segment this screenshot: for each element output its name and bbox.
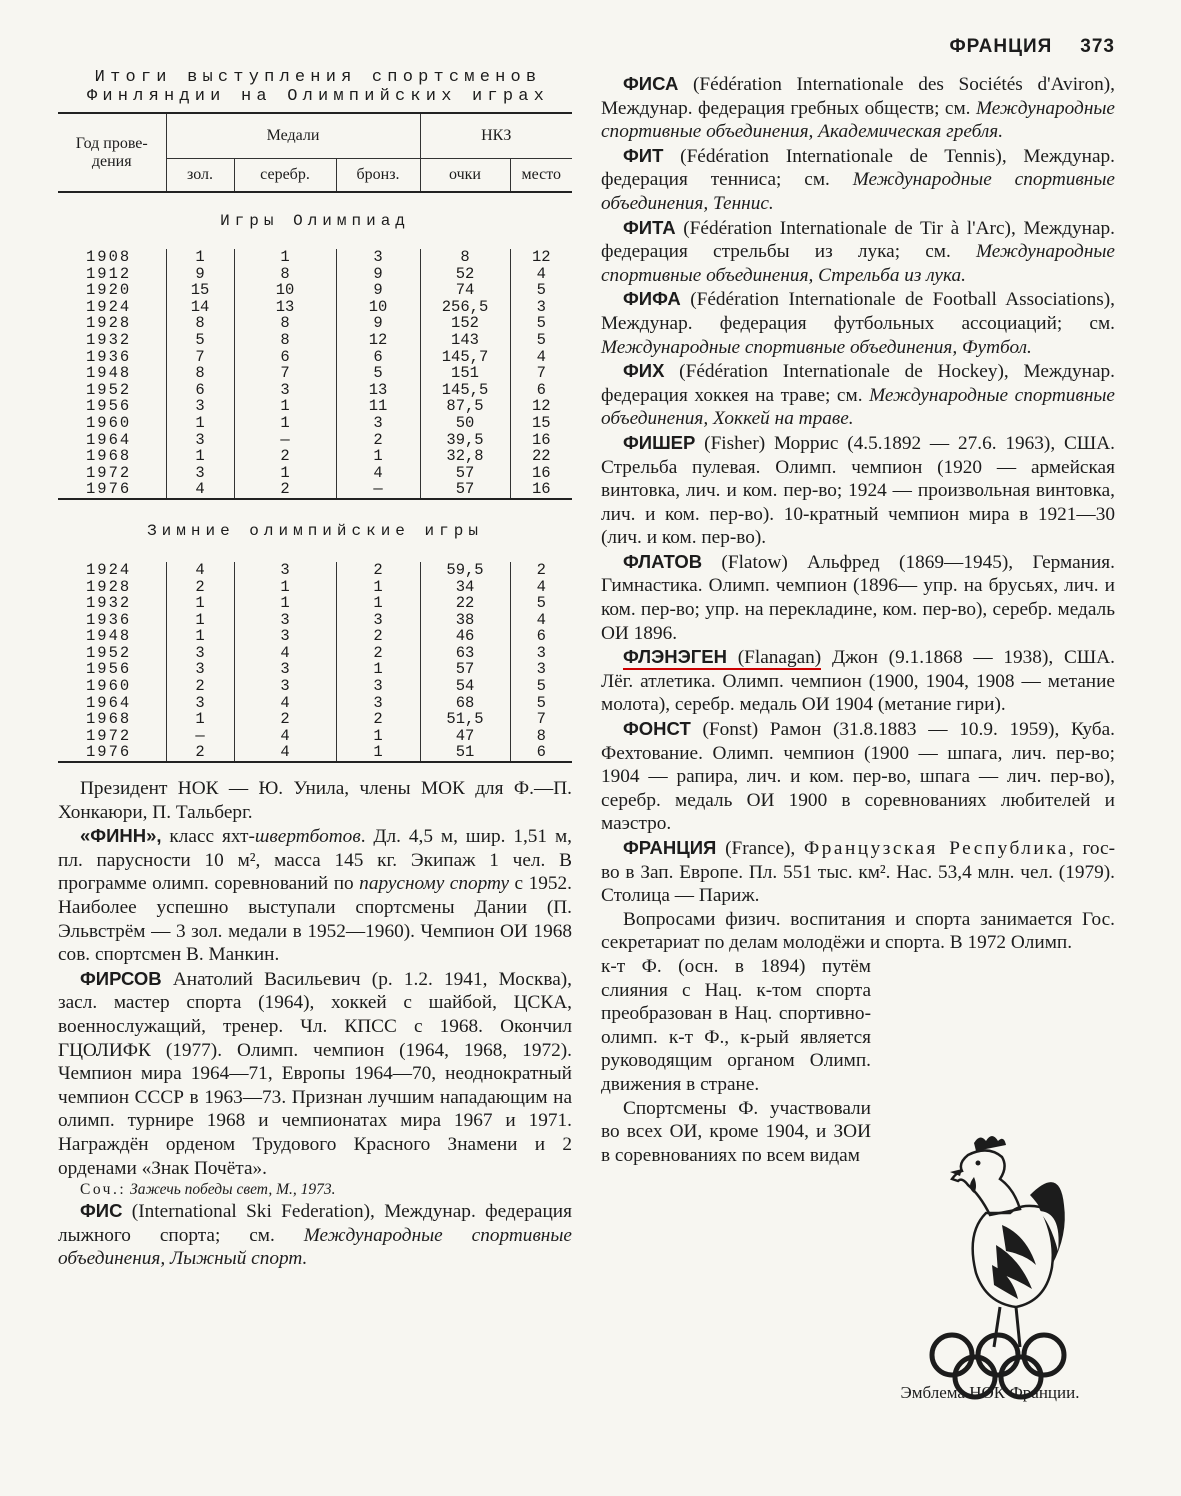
cell-silver: 4 (234, 744, 336, 762)
cell-points: 63 (420, 645, 510, 662)
sub-place: место (510, 159, 572, 193)
cell-year: 1948 (86, 364, 132, 383)
cell-year: 1964 (86, 693, 132, 712)
cell-bronze: 3 (336, 415, 420, 432)
cell-points: 22 (420, 595, 510, 612)
cell-silver: 3 (234, 661, 336, 678)
table-row (58, 695, 572, 712)
table-row (58, 579, 572, 596)
cell-points: 8 (420, 249, 510, 266)
cell-silver: 3 (234, 382, 336, 399)
cell-bronze: 1 (336, 744, 420, 762)
cell-points: 143 (420, 332, 510, 349)
cell-gold: 1 (166, 249, 234, 266)
cell-silver: — (234, 432, 336, 449)
cell-year: 1956 (86, 397, 132, 416)
cell-gold: 6 (166, 382, 234, 399)
cell-silver: 8 (234, 266, 336, 283)
cell-silver: 4 (234, 695, 336, 712)
entry-finn: «ФИНН», класс яхт-швертботов. Дл. 4,5 м, шир. 1,51 м, пл. парусности 10 м², масса 145 кг. Экипаж 1 чел. В программе олимп. соревнований по парусному спорту с 1952. Наиболее успешно выступали спортсмены Дании (П. Эльвстрём — 3 зол. медали в 1952—1960). Чемпион ОИ 1968 сов. спортсмен В. Манкин. (58, 825, 572, 966)
cell-silver: 10 (234, 282, 336, 299)
cell-place: 7 (510, 711, 572, 728)
cell-place: 3 (510, 661, 572, 678)
cell-bronze: 3 (336, 612, 420, 629)
cell-silver: 7 (234, 365, 336, 382)
table-caption-line2: Финляндии на Олимпийских играх (86, 87, 550, 106)
cell-points: 38 (420, 612, 510, 629)
cell-points: 87,5 (420, 398, 510, 415)
cell-year: 1932 (86, 330, 132, 349)
table-row (58, 448, 572, 465)
cell-place: 16 (510, 481, 572, 499)
table-row (58, 728, 572, 745)
cell-gold: 3 (166, 465, 234, 482)
cell-gold: 1 (166, 448, 234, 465)
cell-points: 59,5 (420, 562, 510, 579)
table-row (58, 678, 572, 695)
running-header (949, 36, 1115, 58)
cell-gold: 1 (166, 415, 234, 432)
cell-year: 1948 (86, 627, 132, 646)
cell-silver: 13 (234, 299, 336, 316)
cell-gold: 7 (166, 349, 234, 366)
sub-points: очки (420, 159, 510, 193)
entry-fonst: ФОНСТ (Fonst) Рамон (31.8.1883 — 10.9. 1959), Куба. Фехтование. Олимп. чемпион (1900 — шпага, лич. пер-во; 1904 — рапира, лич. и ком. пер-во, шпага — лич. пер-во), серебр. медаль ОИ 1900 в соревнованиях любителей и маэстро. (601, 718, 1115, 835)
cell-silver: 3 (234, 562, 336, 579)
cell-points: 151 (420, 365, 510, 382)
cell-place: 5 (510, 695, 572, 712)
entry-flanagan: ФЛЭНЭГЕН (Flanagan) Джон (9.1.1868 — 1938), США. Лёг. атлетика. Олимп. чемпион (1900, 1904, 1908 — метание молота), серебр. медаль ОИ 1904 (метание гири). (601, 646, 1115, 716)
cell-bronze: 2 (336, 628, 420, 645)
cell-bronze: 2 (336, 711, 420, 728)
cell-gold: 4 (166, 481, 234, 499)
cell-bronze: 2 (336, 432, 420, 449)
cell-place: 5 (510, 595, 572, 612)
cell-year: 1920 (86, 281, 132, 300)
cell-gold: 3 (166, 695, 234, 712)
cell-gold: 14 (166, 299, 234, 316)
cell-gold: 3 (166, 398, 234, 415)
winter-section-title: Зимние олимпийские игры (147, 521, 483, 540)
table-row (58, 415, 572, 432)
cell-year: 1972 (86, 726, 132, 745)
table-row (58, 612, 572, 629)
cell-year: 1968 (86, 710, 132, 729)
cell-place: 6 (510, 382, 572, 399)
summer-section-title: Игры Олимпиад (220, 211, 410, 230)
cell-points: 145,5 (420, 382, 510, 399)
entry-flatov: ФЛАТОВ (Flatow) Альфред (1869—1945), Германия. Гимнастика. Олимп. чемпион (1896— упр. на брусьях, лич. и ком. пер-во; упр. на перекладине, ком. пер-во), серебр. медаль ОИ 1896. (601, 550, 1115, 644)
cell-year: 1908 (86, 248, 132, 266)
cell-bronze: 9 (336, 266, 420, 283)
cell-year: 1972 (86, 463, 132, 482)
cell-year: 1936 (86, 347, 132, 366)
cell-place: 4 (510, 579, 572, 596)
cell-bronze: 1 (336, 595, 420, 612)
right-column (601, 72, 1115, 1167)
cell-gold: 1 (166, 595, 234, 612)
nok-france-emblem-image (912, 1125, 1072, 1405)
cell-points: 57 (420, 481, 510, 499)
cell-points: 57 (420, 661, 510, 678)
cell-gold: 3 (166, 432, 234, 449)
cell-place: 3 (510, 299, 572, 316)
cell-place: 12 (510, 249, 572, 266)
cell-place: 5 (510, 315, 572, 332)
cell-silver: 3 (234, 678, 336, 695)
cell-points: 256,5 (420, 299, 510, 316)
cell-bronze: 1 (336, 448, 420, 465)
cell-place: 4 (510, 612, 572, 629)
cell-gold: 2 (166, 579, 234, 596)
entry-fifa: ФИФА (Fédération Internationale de Football Associations), Междунар. федерация футбольных ассоциаций; см. Международные спортивные объединения, Футбол. (601, 288, 1115, 358)
cell-place: 5 (510, 332, 572, 349)
cell-place: 22 (510, 448, 572, 465)
table-row (58, 299, 572, 316)
entry-fis: ФИС (International Ski Federation), Междунар. федерация лыжного спорта; см. Международные спортивные объединения, Лыжный спорт. (58, 1200, 572, 1270)
cell-points: 152 (420, 315, 510, 332)
summer-rows (58, 249, 572, 499)
table-row (58, 249, 572, 266)
entry-fita: ФИТА (Fédération Internationale de Tir à l'Arc), Междунар. федерация стрельбы из лука; см. Международные спортивные объединения, Стрельба из лука. (601, 216, 1115, 286)
france-paragraph-3: к-т Ф. (осн. в 1894) путём слияния с Нац. к-том спорта преобразован в Нац. спортивно-олимп. к-т Ф., к-рый является руководящим органом Олимп. движения в стране. (601, 955, 871, 1095)
cell-bronze: 3 (336, 695, 420, 712)
entry-firsov: ФИРСОВ Анатолий Васильевич (р. 1.2. 1941, Москва), засл. мастер спорта (1964), хоккей с шайбой, ЦСКА, военнослужащий, тренер. Чл. КПСС с 1968. Окончил ГЦОЛИФК (1977). Олимп. чемпион (1964, 1968, 1972). Чемпион мира 1964—71, Европы 1964—70, неоднократный чемпион СССР в 1963—73. Признан лучшим нападающим на олимп. турнире 1968 и чемпионатах мира 1967 и 1971. Награждён орденом Трудового Красного Знамени и 2 орденами «Знак Почёта». (58, 967, 572, 1179)
cell-year: 1964 (86, 430, 132, 449)
table-row (58, 595, 572, 612)
table-row (58, 398, 572, 415)
table-row (58, 711, 572, 728)
cell-gold: 4 (166, 562, 234, 579)
left-text (58, 777, 572, 1271)
table-row (58, 382, 572, 399)
cell-place: 6 (510, 744, 572, 762)
cell-points: 47 (420, 728, 510, 745)
cell-gold: 15 (166, 282, 234, 299)
sub-silver: серебр. (234, 159, 336, 193)
cell-silver: 2 (234, 711, 336, 728)
cell-place: 16 (510, 432, 572, 449)
cell-bronze: 13 (336, 382, 420, 399)
entry-fit: ФИТ (Fédération Internationale de Tennis), Междунар. федерация тенниса; см. Международные спортивные объединения, Теннис. (601, 144, 1115, 214)
cell-silver: 8 (234, 332, 336, 349)
firsov-works: Соч.: Зажечь победы свет, М., 1973. (80, 1181, 336, 1199)
cell-points: 52 (420, 266, 510, 283)
cell-bronze: 12 (336, 332, 420, 349)
cell-bronze: 10 (336, 299, 420, 316)
cell-gold: 2 (166, 678, 234, 695)
table-row (58, 661, 572, 678)
cell-points: 51 (420, 744, 510, 762)
table-row (58, 349, 572, 366)
cell-silver: 1 (234, 249, 336, 266)
cell-place: 5 (510, 282, 572, 299)
cell-gold: 3 (166, 661, 234, 678)
cell-gold: 3 (166, 645, 234, 662)
cell-bronze: 2 (336, 562, 420, 579)
cell-bronze: 9 (336, 315, 420, 332)
cell-year: 1968 (86, 447, 132, 466)
table-row (58, 266, 572, 283)
table-row (58, 432, 572, 449)
cell-gold: 1 (166, 628, 234, 645)
cell-gold: 9 (166, 266, 234, 283)
cell-gold: 5 (166, 332, 234, 349)
cell-year: 1924 (86, 297, 132, 316)
cell-gold: 2 (166, 744, 234, 762)
rooster-comb-icon (974, 1136, 1006, 1151)
france-paragraph-2: Вопросами физич. воспитания и спорта занимается Гос. секретариат по делам молодёжи и спорта. В 1972 Олимп. (601, 908, 1115, 954)
left-column (58, 68, 572, 1271)
cell-place: 12 (510, 398, 572, 415)
cell-bronze: 11 (336, 398, 420, 415)
cell-silver: 1 (234, 595, 336, 612)
cell-place: 5 (510, 678, 572, 695)
cell-points: 57 (420, 465, 510, 482)
table-row (58, 282, 572, 299)
entry-fisher: ФИШЕР (Fisher) Моррис (4.5.1892 — 27.6. 1963), США. Стрельба пулевая. Олимп. чемпион (1920 — армейская винтовка, лич. и ком. пер-во; 1924 — произвольная винтовка, лич. и ком. пер-во). 10-кратный чемпион мира в 1921—30 (лич. и ком. пер-во). (601, 431, 1115, 549)
cell-year: 1956 (86, 660, 132, 679)
cell-points: 54 (420, 678, 510, 695)
cell-bronze: 5 (336, 365, 420, 382)
cell-points: 68 (420, 695, 510, 712)
cell-gold: 8 (166, 315, 234, 332)
cell-gold: — (166, 728, 234, 745)
col-year-header: Год прове-дения (58, 113, 166, 192)
cell-points: 34 (420, 579, 510, 596)
cell-year: 1924 (86, 560, 132, 579)
cell-place: 15 (510, 415, 572, 432)
cell-year: 1952 (86, 643, 132, 662)
table-row (58, 744, 572, 762)
cell-place: 3 (510, 645, 572, 662)
cell-silver: 3 (234, 628, 336, 645)
cell-gold: 1 (166, 612, 234, 629)
cell-silver: 1 (234, 465, 336, 482)
table-row (58, 365, 572, 382)
cell-year: 1976 (58, 481, 166, 499)
cell-silver: 1 (234, 398, 336, 415)
cell-points: 74 (420, 282, 510, 299)
cell-bronze: 4 (336, 465, 420, 482)
cell-points: 51,5 (420, 711, 510, 728)
cell-gold: 1 (166, 711, 234, 728)
cell-points: 32,8 (420, 448, 510, 465)
cell-bronze: 9 (336, 282, 420, 299)
table-row (58, 481, 572, 499)
cell-bronze: — (336, 481, 420, 499)
table-row (58, 465, 572, 482)
cell-place: 2 (510, 562, 572, 579)
cell-points: 39,5 (420, 432, 510, 449)
cell-year: 1928 (86, 314, 132, 333)
table-row (58, 645, 572, 662)
cell-year: 1936 (86, 610, 132, 629)
cell-silver: 3 (234, 612, 336, 629)
col-nkz-header: НКЗ (420, 113, 572, 159)
cell-silver: 2 (234, 481, 336, 499)
cell-gold: 8 (166, 365, 234, 382)
table-row (58, 332, 572, 349)
cell-place: 16 (510, 465, 572, 482)
cell-silver: 6 (234, 349, 336, 366)
flanagan-highlight: ФЛЭНЭГЕН (Flanagan) (623, 646, 822, 669)
cell-bronze: 1 (336, 579, 420, 596)
cell-silver: 2 (234, 448, 336, 465)
table-row (58, 315, 572, 332)
france-paragraph-4: Спортсмены Ф. участвовали во всех ОИ, кроме 1904, и ЗОИ в соревнованиях по всем видам (601, 1097, 871, 1166)
cell-bronze: 2 (336, 645, 420, 662)
emblem-caption: Эмблема НОК Франции. (900, 1383, 1080, 1402)
cell-bronze: 3 (336, 678, 420, 695)
winter-rows (58, 562, 572, 762)
cell-bronze: 3 (336, 249, 420, 266)
cell-bronze: 6 (336, 349, 420, 366)
cell-points: 50 (420, 415, 510, 432)
cell-bronze: 1 (336, 661, 420, 678)
cell-year: 1932 (86, 594, 132, 613)
cell-year: 1960 (86, 677, 132, 696)
cell-silver: 4 (234, 728, 336, 745)
cell-points: 46 (420, 628, 510, 645)
cell-place: 4 (510, 266, 572, 283)
cell-place: 7 (510, 365, 572, 382)
page-number: 373 (1080, 36, 1115, 57)
cell-year: 1928 (86, 577, 132, 596)
cell-silver: 4 (234, 645, 336, 662)
table-row (58, 562, 572, 579)
table-row (58, 628, 572, 645)
cell-place: 4 (510, 349, 572, 366)
table-caption-line1: Итоги выступления спортсменов (94, 68, 542, 87)
sub-bronze: бронз. (336, 159, 420, 193)
entry-fih: ФИХ (Fédération Internationale de Hockey), Междунар. федерация хоккея на траве; см. Международные спортивные объединения, Хоккей на траве. (601, 360, 1115, 430)
cell-silver: 1 (234, 579, 336, 596)
cell-place: 8 (510, 728, 572, 745)
cell-year: 1952 (86, 380, 132, 399)
cell-year: 1960 (86, 413, 132, 432)
cell-silver: 1 (234, 415, 336, 432)
entry-france: ФРАНЦИЯ (France), Французская Республика, гос-во в Зап. Европе. Пл. 551 тыс. км². Нас. 53,4 млн. чел. (1979). Столица — Париж. (601, 837, 1116, 907)
entry-fisa: ФИСА (Fédération Internationale des Sociétés d'Aviron), Междунар. федерация гребных обществ; см. Международные спортивные объединения, Академическая гребля. (601, 73, 1115, 143)
cell-place: 6 (510, 628, 572, 645)
president-paragraph: Президент НОК — Ю. Унила, члены МОК для Ф.—П. Хонкаюри, П. Тальберг. (58, 778, 572, 823)
cell-points: 145,7 (420, 349, 510, 366)
cell-bronze: 1 (336, 728, 420, 745)
cell-year: 1976 (58, 744, 166, 762)
col-medals-header: Медали (166, 113, 420, 159)
cell-silver: 8 (234, 315, 336, 332)
cell-year: 1912 (86, 264, 132, 283)
header-title: ФРАНЦИЯ (949, 36, 1053, 57)
sub-gold: зол. (166, 159, 234, 193)
results-table (58, 112, 572, 763)
